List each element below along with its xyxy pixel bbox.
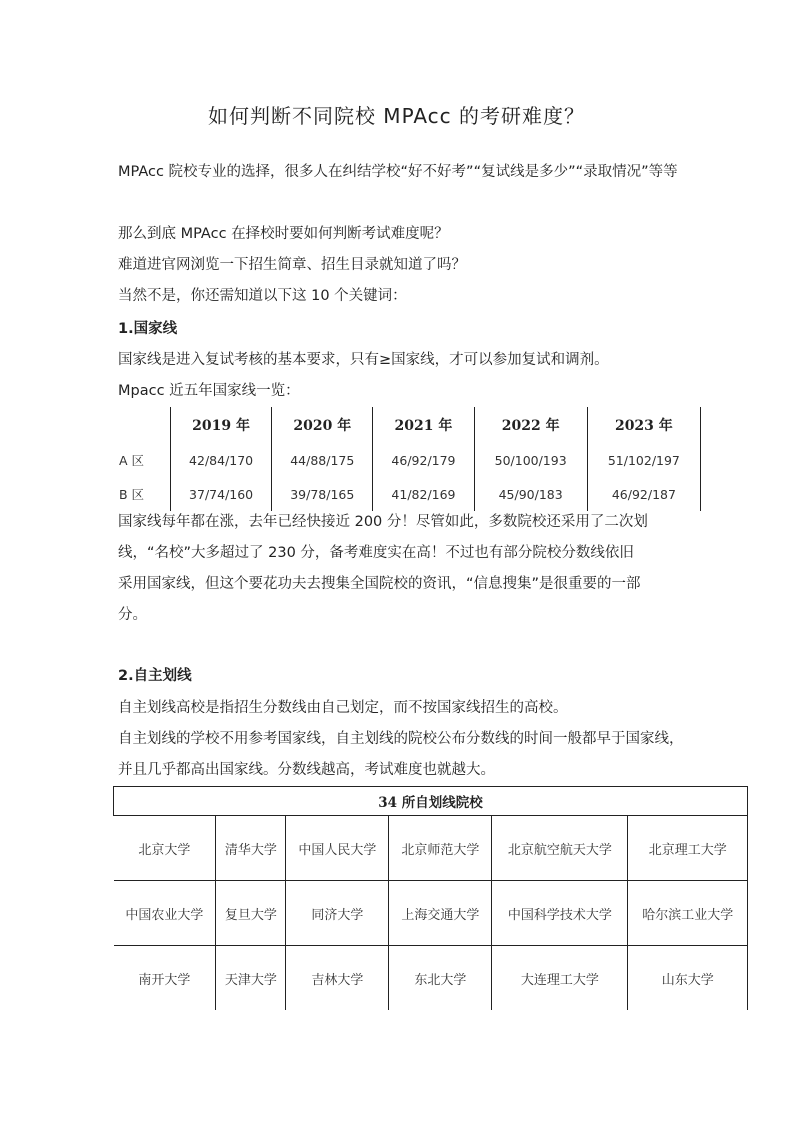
school-cell: 北京理工大学 <box>628 816 748 881</box>
school-cell: 东北大学 <box>389 946 492 1011</box>
table-header-cell: 2022 年 <box>474 407 587 443</box>
table-row <box>118 443 701 477</box>
section1-table-caption: Mpacc 近五年国家线一览： <box>118 383 300 399</box>
table-header-cell: 2021 年 <box>373 407 474 443</box>
school-cell: 中国农业大学 <box>114 881 216 946</box>
table-cell: 39/78/165 <box>272 477 373 511</box>
table-header-cell: 2020 年 <box>272 407 373 443</box>
table-cell: 42/84/170 <box>171 443 272 477</box>
table-cell: 46/92/179 <box>373 443 474 477</box>
school-cell: 南开大学 <box>114 946 216 1011</box>
table-row <box>114 946 748 1011</box>
intro-answer: 当然不是，你还需知道以下这 10 个关键词： <box>118 288 407 304</box>
school-cell: 天津大学 <box>216 946 286 1011</box>
table-cell: 44/88/175 <box>272 443 373 477</box>
section1-analysis: 国家线每年都在涨，去年已经快接近 200 分！尽管如此，多数院校还采用了二次划线，“名校”大多超过了 230 分，备考难度实在高！不过也有部分院校分数线依旧采用国家线，但这个要花功夫去搜集全国院校的资讯，“信息搜集”是很重要的一部分。 <box>118 514 648 623</box>
table-header-cell: 2023 年 <box>587 407 700 443</box>
table-cell: 41/82/169 <box>373 477 474 511</box>
table-header-cell: 2019 年 <box>171 407 272 443</box>
school-cell: 山东大学 <box>628 946 748 1011</box>
school-cell: 北京师范大学 <box>389 816 492 881</box>
table-header-row <box>114 787 748 816</box>
school-cell: 大连理工大学 <box>492 946 628 1011</box>
table-cell: B 区 <box>119 487 145 502</box>
section2-heading: 2.自主划线 <box>118 668 192 684</box>
table-cell: 45/90/183 <box>474 477 587 511</box>
school-cell: 哈尔滨工业大学 <box>628 881 748 946</box>
intro-paragraph: MPAcc 院校专业的选择，很多人在纠结学校“好不好考”“复试线是多少”“录取情况”等等 <box>118 164 678 180</box>
table-row <box>118 477 701 511</box>
intro-question-2: 难道进官网浏览一下招生简章、招生目录就知道了吗？ <box>118 257 466 273</box>
self-line-schools-table <box>113 786 748 1010</box>
section2-desc: 自主划线高校是指招生分数线由自己划定，而不按国家线招生的高校。 <box>118 700 568 716</box>
table-cell: 37/74/160 <box>171 477 272 511</box>
school-cell: 北京航空航天大学 <box>492 816 628 881</box>
school-cell: 复旦大学 <box>216 881 286 946</box>
school-cell: 中国人民大学 <box>286 816 389 881</box>
table-cell: 50/100/193 <box>474 443 587 477</box>
section1-desc: 国家线是进入复试考核的基本要求，只有≥国家线，才可以参加复试和调剂。 <box>118 352 609 368</box>
table-row <box>114 881 748 946</box>
table-cell: 51/102/197 <box>587 443 700 477</box>
school-cell: 清华大学 <box>216 816 286 881</box>
table-row <box>114 816 748 881</box>
school-cell: 上海交通大学 <box>389 881 492 946</box>
table-header-cell <box>118 407 171 443</box>
table-title: 34 所自划线院校 <box>114 787 748 816</box>
section1-heading: 1.国家线 <box>118 321 178 337</box>
national-line-table <box>118 407 701 511</box>
section2-desc-2: 自主划线的学校不用参考国家线，自主划线的院校公布分数线的时间一般都早于国家线，并且几乎都高出国家线。分数线越高，考试难度也就越大。 <box>118 731 684 778</box>
table-cell: 46/92/187 <box>587 477 700 511</box>
table-cell: A 区 <box>119 453 145 468</box>
school-cell: 吉林大学 <box>286 946 389 1011</box>
school-cell: 北京大学 <box>114 816 216 881</box>
school-cell: 同济大学 <box>286 881 389 946</box>
school-cell: 中国科学技术大学 <box>492 881 628 946</box>
table-header-row <box>118 407 701 443</box>
page-title: 如何判断不同院校 MPAcc 的考研难度？ <box>207 104 586 128</box>
intro-question: 那么到底 MPAcc 在择校时要如何判断考试难度呢？ <box>118 226 449 242</box>
